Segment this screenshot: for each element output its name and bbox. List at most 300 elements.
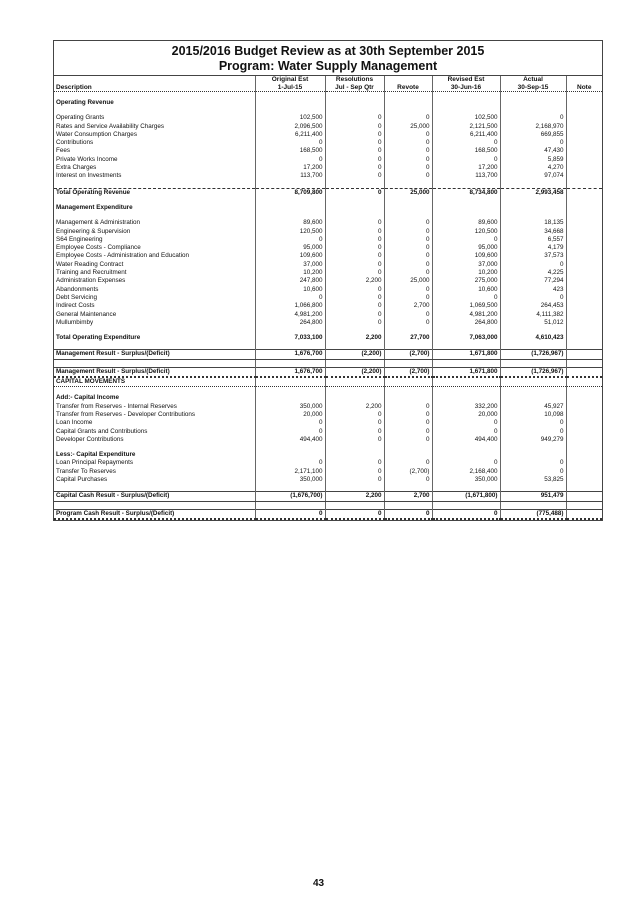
row-value: 949,279 [500,436,566,444]
row-note [566,123,602,131]
row-value: 0 [325,436,384,444]
row-value: 4,981,200 [255,311,325,319]
spacer-row [54,212,602,219]
row-value [255,327,325,334]
row-value [325,327,384,334]
row-value: 2,171,100 [255,468,325,476]
spacer-row [54,107,602,114]
table-row [54,302,602,310]
row-value: 0 [384,476,432,484]
row-value: 0 [432,419,500,427]
row-value: (2,700) [384,350,432,359]
row-value [384,204,432,212]
row-value: (2,200) [325,350,384,359]
row-value [500,394,566,402]
row-value [255,212,325,219]
row-value [325,444,384,451]
row-value [432,327,500,334]
spacer-row [54,359,602,367]
table-row [54,123,602,131]
row-value: 113,700 [255,172,325,180]
budget-rows [54,92,602,519]
row-value [325,501,384,509]
row-value: 5,859 [500,156,566,164]
row-value: 95,000 [432,244,500,252]
row-label: Employee Costs - Compliance [56,244,141,252]
row-value: 0 [500,468,566,476]
row-value [432,92,500,100]
row-label: Add:- Capital Income [56,394,119,402]
row-value: 0 [255,459,325,467]
row-value: 0 [325,172,384,180]
row-value: 0 [255,156,325,164]
row-value: 0 [384,172,432,180]
row-value: 0 [384,139,432,147]
row-value: 8,734,800 [432,188,500,197]
row-value: 0 [384,131,432,139]
row-value [325,99,384,107]
row-value [384,359,432,367]
table-row [54,294,602,302]
row-value: 0 [325,188,384,197]
row-value: 0 [500,428,566,436]
row-label: Private Works Income [56,155,118,163]
row-value [384,444,432,451]
row-value: 2,096,500 [255,123,325,131]
row-value: 0 [500,459,566,467]
row-label: Loan Income [56,419,93,427]
row-value [325,394,384,402]
row-note [566,428,602,436]
row-value: 109,600 [255,252,325,260]
row-label: Program Cash Result - Surplus/(Deficit) [54,509,255,519]
row-value: 10,200 [255,269,325,277]
row-value: 10,600 [432,286,500,294]
row-value [500,451,566,459]
row-note [566,252,602,260]
table-row [54,403,602,411]
row-value: 4,610,423 [500,334,566,342]
row-value: 37,000 [432,261,500,269]
row-note [566,236,602,244]
row-label: Water Consumption Charges [56,130,137,138]
row-value [325,197,384,204]
row-value: 423 [500,286,566,294]
row-value: 4,111,382 [500,311,566,319]
row-value: 0 [255,428,325,436]
row-value: 0 [384,311,432,319]
row-value [384,92,432,100]
row-value: 0 [384,261,432,269]
last-row [54,509,602,519]
budget-table [54,76,602,520]
row-value: 951,479 [500,492,566,501]
row-value: 0 [432,236,500,244]
row-value: 51,012 [500,319,566,327]
row-value: 0 [384,509,432,519]
row-value [384,451,432,459]
row-value: 10,098 [500,411,566,419]
row-value [500,92,566,100]
row-label: Extra Charges [56,164,97,172]
result-row [54,350,602,359]
row-value [432,181,500,189]
header-revised-date: 30-Jun-16 [432,84,500,92]
row-note [566,367,602,377]
row-value: 0 [325,319,384,327]
row-value [500,484,566,492]
row-note [566,436,602,444]
row-value [384,387,432,395]
row-value: 0 [325,139,384,147]
row-label: Training and Recruitment [56,269,127,277]
row-value: 264,800 [432,319,500,327]
row-value [255,484,325,492]
row-value: 53,825 [500,476,566,484]
table-row [54,411,602,419]
row-label [54,181,255,189]
row-note [566,261,602,269]
row-note [566,509,602,519]
row-value [255,387,325,395]
row-label: Total Operating Expenditure [56,334,141,342]
row-note [566,107,602,114]
row-label [54,484,255,492]
row-note [566,294,602,302]
row-value [255,394,325,402]
row-label [54,107,255,114]
header-actual: Actual [500,76,566,84]
row-value: 247,800 [255,277,325,285]
row-value: 0 [325,147,384,155]
row-value: 2,121,500 [432,123,500,131]
row-value: 0 [325,419,384,427]
row-value: 10,600 [255,286,325,294]
row-value: 0 [384,403,432,411]
total-dash-row [54,188,602,197]
row-value [500,197,566,204]
row-value: 2,993,458 [500,188,566,197]
row-note [566,394,602,402]
row-value: 95,000 [255,244,325,252]
row-value: 20,000 [432,411,500,419]
row-value: 0 [255,139,325,147]
header-revote: Revote [384,84,432,92]
row-value: 27,700 [384,334,432,342]
budget-sheet [53,40,603,521]
result-dbl-row [54,367,602,377]
table-row [54,459,602,467]
row-value: 8,709,800 [255,188,325,197]
row-value [255,444,325,451]
row-value: 0 [432,428,500,436]
capital-row [54,377,602,387]
row-label: Fees [56,147,70,155]
row-label: Less:- Capital Expenditure [56,451,136,459]
table-row [54,286,602,294]
row-value: 0 [432,459,500,467]
row-note [566,444,602,451]
row-value [384,501,432,509]
row-value: 2,200 [325,403,384,411]
row-value: 120,500 [255,228,325,236]
row-value: 0 [432,294,500,302]
row-value [255,377,325,387]
spacer-row [54,484,602,492]
row-value: 18,135 [500,219,566,227]
row-value: 17,200 [255,164,325,172]
section-row [54,99,602,107]
row-label: Capital Cash Result - Surplus/(Deficit) [54,492,255,501]
row-value: 1,676,700 [255,350,325,359]
row-value: 97,074 [500,172,566,180]
row-note [566,228,602,236]
row-value [384,181,432,189]
row-value: 0 [384,219,432,227]
row-value: 109,600 [432,252,500,260]
row-value: 0 [500,419,566,427]
row-value [325,92,384,100]
row-note [566,99,602,107]
row-value: 0 [325,123,384,131]
row-value [500,327,566,334]
row-value: 0 [325,156,384,164]
row-note [566,131,602,139]
row-note [566,359,602,367]
row-note [566,311,602,319]
row-value: 10,200 [432,269,500,277]
row-label: Operating Revenue [56,99,114,106]
table-row [54,164,602,172]
row-value [325,387,384,395]
row-value [255,92,325,100]
row-value [384,377,432,387]
row-value: 2,168,970 [500,123,566,131]
row-value: 0 [432,509,500,519]
row-note [566,350,602,359]
row-value [384,197,432,204]
row-value [384,342,432,350]
row-value [255,359,325,367]
row-value: 89,600 [432,219,500,227]
row-value [432,342,500,350]
row-value: 0 [325,236,384,244]
row-value [500,212,566,219]
row-value: (1,676,700) [255,492,325,501]
row-value: 0 [325,311,384,319]
row-value: (2,700) [384,468,432,476]
row-value: 37,000 [255,261,325,269]
table-row [54,156,602,164]
row-value: 0 [325,219,384,227]
row-value: 0 [325,286,384,294]
row-note [566,181,602,189]
row-label [54,359,255,367]
row-note [566,147,602,155]
header-revised-est: Revised Est [432,76,500,84]
row-value [500,107,566,114]
row-value: 0 [384,236,432,244]
row-value: 0 [384,294,432,302]
row-value: 2,700 [384,302,432,310]
row-value [384,327,432,334]
row-value: 275,000 [432,277,500,285]
table-row [54,311,602,319]
row-value [432,204,500,212]
header-resolutions-period: Jul - Sep Qtr [325,84,384,92]
row-label: Engineering & Supervision [56,227,131,235]
table-row [54,252,602,260]
row-value: 4,270 [500,164,566,172]
row-value: 332,200 [432,403,500,411]
header-actual-date: 30-Sep-15 [500,84,566,92]
row-value: 1,069,500 [432,302,500,310]
row-value [432,444,500,451]
row-label: Capital Purchases [56,475,108,483]
row-note [566,327,602,334]
row-value [325,204,384,212]
row-value [432,107,500,114]
row-label [54,501,255,509]
row-value: 4,981,200 [432,311,500,319]
row-value: 77,294 [500,277,566,285]
row-note [566,244,602,252]
table-row [54,172,602,180]
header-description: Description [54,84,255,92]
row-value [384,484,432,492]
row-value: 494,400 [432,436,500,444]
program-title: Program: Water Supply Management [54,59,602,76]
row-label [54,444,255,451]
row-value: 494,400 [255,436,325,444]
row-value: 0 [384,252,432,260]
row-label: S64 Engineering [56,235,103,243]
row-note [566,492,602,501]
row-value [255,204,325,212]
table-row [54,219,602,227]
section-row [54,451,602,459]
table-row [54,436,602,444]
row-value [255,342,325,350]
row-value: 34,668 [500,228,566,236]
row-value [255,107,325,114]
row-label: Management Result - Surplus/(Deficit) [54,350,255,359]
row-value [432,501,500,509]
row-value: 0 [384,164,432,172]
row-note [566,277,602,285]
row-value: 37,573 [500,252,566,260]
row-value: 264,453 [500,302,566,310]
row-value: 89,600 [255,219,325,227]
row-note [566,403,602,411]
row-value: 6,557 [500,236,566,244]
row-value [500,204,566,212]
row-value: 1,066,800 [255,302,325,310]
table-row [54,269,602,277]
row-value: 0 [500,261,566,269]
row-value: 0 [384,319,432,327]
row-value: 0 [325,428,384,436]
row-label [54,327,255,334]
row-value: 0 [384,147,432,155]
row-value [432,451,500,459]
row-value: (1,726,967) [500,367,566,377]
row-value: 0 [500,294,566,302]
row-value [325,484,384,492]
row-value: 0 [255,419,325,427]
row-note [566,92,602,100]
row-value [384,107,432,114]
row-label: Capital Grants and Contributions [56,427,148,435]
row-value: 2,168,400 [432,468,500,476]
spacer-row [54,197,602,204]
table-row [54,476,602,484]
row-value: 0 [384,244,432,252]
row-value [255,197,325,204]
row-value: 25,000 [384,277,432,285]
row-value: 168,500 [255,147,325,155]
row-value: 2,200 [325,492,384,501]
table-row [54,139,602,147]
table-row [54,419,602,427]
header-row-2 [54,84,602,92]
row-note [566,204,602,212]
row-label: Administration Expenses [56,277,126,285]
row-value: 0 [325,302,384,310]
row-value [500,387,566,395]
row-value: 0 [325,261,384,269]
row-value: (2,700) [384,367,432,377]
row-label: Transfer from Reserves - Developer Contributions [56,410,196,418]
row-value: 45,927 [500,403,566,411]
table-row [54,261,602,269]
row-value [384,99,432,107]
row-value: 0 [325,459,384,467]
row-value [432,99,500,107]
row-value [432,394,500,402]
table-row [54,277,602,285]
row-value [325,342,384,350]
row-value: 2,200 [325,334,384,342]
row-value [500,99,566,107]
row-value: 0 [325,509,384,519]
row-note [566,319,602,327]
row-note [566,188,602,197]
row-value: 25,000 [384,123,432,131]
row-value [325,359,384,367]
row-value: 0 [325,252,384,260]
row-note [566,197,602,204]
spacer-row [54,92,602,100]
row-note [566,156,602,164]
row-value: (1,671,800) [432,492,500,501]
row-label: Management Expenditure [56,203,133,211]
row-value: 0 [325,244,384,252]
row-value [325,212,384,219]
row-value [384,212,432,219]
row-value: 20,000 [255,411,325,419]
header-row [54,76,602,84]
row-value: 102,500 [432,114,500,122]
row-value: 0 [325,411,384,419]
row-value: 0 [384,428,432,436]
row-label [54,212,255,219]
spacer-row [54,181,602,189]
row-value: 0 [500,139,566,147]
table-row [54,114,602,122]
report-title: 2015/2016 Budget Review as at 30th September 2015 [171,44,485,58]
section-row [54,204,602,212]
